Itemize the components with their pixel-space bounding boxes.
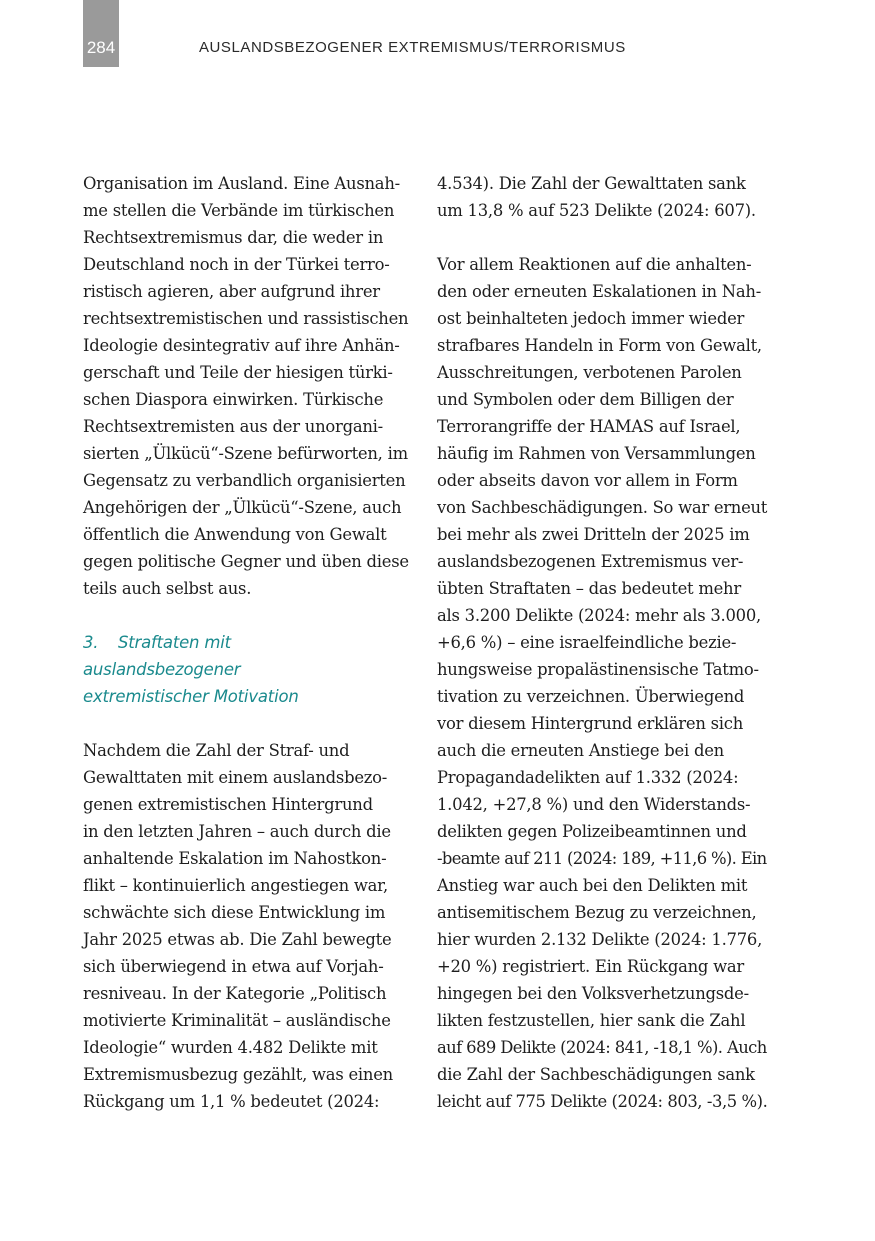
paragraph-intro [83,170,413,602]
text-line: resniveau. In der Kategorie „Politisch [83,984,387,1003]
text-line: genen extremistischen Hintergrund [83,795,373,814]
text-line: bei mehr als zwei Dritteln der 2025 im [437,525,750,544]
section-heading [83,629,413,710]
text-line: die Zahl der Sachbeschädigungen sank [437,1065,755,1084]
section-number: 3. [83,633,99,652]
text-line: hingegen bei den Volksverhetzungsde- [437,984,749,1003]
text-line: +20 %) registriert. Ein Rückgang war [437,957,745,976]
section-heading-line: auslandsbezogener [83,660,241,679]
text-line: in den letzten Jahren – auch durch die [83,822,391,841]
text-line: likten festzustellen, hier sank die Zahl [437,1011,746,1030]
text-line: vor diesem Hintergrund erklären sich [437,714,743,733]
text-line: Angehörigen der „Ülkücü“-Szene, auch [83,498,402,517]
text-line: sierten „Ülkücü“-Szene befürworten, im [83,444,408,463]
text-line: Deutschland noch in der Türkei terro- [83,255,390,274]
text-line: auslandsbezogenen Extremismus ver- [437,552,744,571]
text-line: teils auch selbst aus. [83,579,252,598]
text-line: den oder erneuten Eskalationen in Nah- [437,282,761,301]
page-number-box [83,0,119,67]
text-line: Extremismusbezug gezählt, was einen [83,1065,393,1084]
text-line: Ausschreitungen, verbotenen Parolen [437,363,742,382]
text-line: Terrorangriffe der HAMAS auf Israel, [437,417,741,436]
text-line: auch die erneuten Anstiege bei den [437,741,724,760]
text-line: Nachdem die Zahl der Straf- und [83,741,350,760]
text-line: strafbares Handeln in Form von Gewalt, [437,336,762,355]
text-line: delikten gegen Polizeibeamtinnen und [437,822,747,841]
text-line: flikt – kontinuierlich angestiegen war, [83,876,388,895]
text-line: 1.042, +27,8 %) und den Widerstands- [437,795,751,814]
text-line: gegen politische Gegner und üben diese [83,552,409,571]
text-line: als 3.200 Delikte (2024: mehr als 3.000, [437,606,761,625]
text-line: ristisch agieren, aber aufgrund ihrer [83,282,380,301]
text-line: tivation zu verzeichnen. Überwiegend [437,687,745,706]
section-heading-line [83,629,413,656]
text-line: übten Straftaten – das bedeutet mehr [437,579,741,598]
text-line: Anstieg war auch bei den Delikten mit [437,876,748,895]
text-line: schen Diaspora einwirken. Türkische [83,390,384,409]
text-line: 4.534). Die Zahl der Gewalttaten sank [437,174,746,193]
text-line: schwächte sich diese Entwicklung im [83,903,386,922]
text-line: Gewalttaten mit einem auslandsbezo- [83,768,388,787]
text-line: Vor allem Reaktionen auf die anhalten- [437,255,752,274]
text-line: gerschaft und Teile der hiesigen türki- [83,363,393,382]
text-line: -beamte auf 211 (2024: 189, +11,6 %). Ein [437,849,767,868]
section-heading-line: extremistischer Motivation [83,687,299,706]
text-line: rechtsextremistischen und rassistischen [83,309,409,328]
text-line: Jahr 2025 etwas ab. Die Zahl bewegte [83,930,392,949]
text-line: ost beinhalteten jedoch immer wieder [437,309,745,328]
left-column [83,170,413,1115]
text-line: antisemitischem Bezug zu verzeichnen, [437,903,757,922]
text-line: me stellen die Verbände im türkischen [83,201,395,220]
section-title-part: Straftaten mit [118,633,231,652]
text-line: um 13,8 % auf 523 Delikte (2024: 607). [437,201,756,220]
text-line: öffentlich die Anwendung von Gewalt [83,525,387,544]
text-line: Gegensatz zu verbandlich organisierten [83,471,406,490]
text-line: Rückgang um 1,1 % bedeutet (2024: [83,1092,380,1111]
right-column [437,170,767,1115]
text-line: Propagandadelikten auf 1.332 (2024: [437,768,739,787]
text-line: auf 689 Delikte (2024: 841, -18,1 %). Auch [437,1038,767,1057]
paragraph-middle-east [437,251,767,1115]
text-line: hungsweise propalästinensische Tatmo- [437,660,759,679]
text-line: oder abseits davon vor allem in Form [437,471,738,490]
text-line: Ideologie“ wurden 4.482 Delikte mit [83,1038,378,1057]
text-line: anhaltende Eskalation im Nahostkon- [83,849,387,868]
text-line: sich überwiegend in etwa auf Vorjah- [83,957,384,976]
text-line: +6,6 %) – eine israelfeindliche bezie- [437,633,737,652]
text-line: Rechtsextremisten aus der unorgani- [83,417,383,436]
text-line: motivierte Kriminalität – ausländische [83,1011,391,1030]
paragraph-statistics [83,737,413,1115]
paragraph-continuation [437,170,767,224]
text-line: Organisation im Ausland. Eine Ausnah- [83,174,400,193]
text-line: häufig im Rahmen von Versammlungen [437,444,756,463]
text-line: von Sachbeschädigungen. So war erneut [437,498,768,517]
text-line: leicht auf 775 Delikte (2024: 803, -3,5 %). [437,1092,768,1111]
page-number: 284 [86,38,116,57]
text-line: und Symbolen oder dem Billigen der [437,390,734,409]
running-header: AUSLANDSBEZOGENER EXTREMISMUS/TERRORISMUS [199,39,626,56]
text-line: hier wurden 2.132 Delikte (2024: 1.776, [437,930,763,949]
text-line: Ideologie desintegrativ auf ihre Anhän- [83,336,400,355]
text-line: Rechtsextremismus dar, die weder in [83,228,384,247]
